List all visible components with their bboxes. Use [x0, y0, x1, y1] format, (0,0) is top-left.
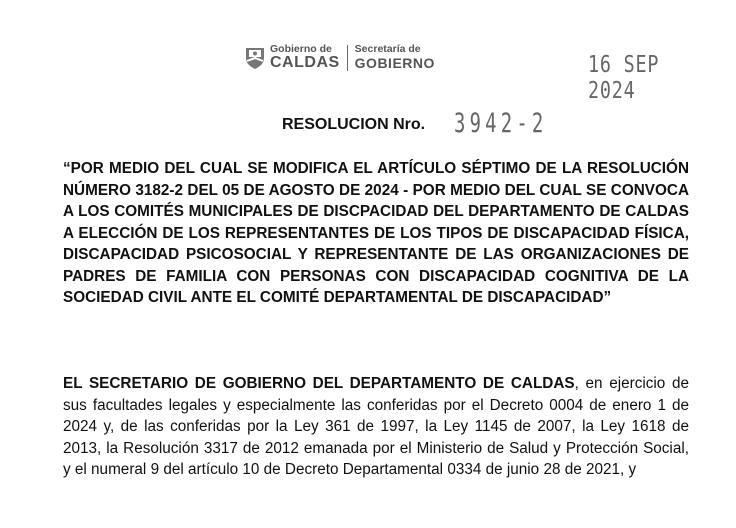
body-lead: EL SECRETARIO DE GOBIERNO DEL DEPARTAMENTO DE CALDAS [63, 375, 575, 392]
shield-icon [244, 46, 266, 70]
logo-divider [347, 45, 348, 71]
body-text: , en ejercicio de sus facultades legales y especialmente las conferidas por el Decreto 0004 de enero 1 de 2024 y, de las conferidas por la Ley 361 de 1997, la Ley 1145 de 2007, la Ley 1618 de 2013, la Resolución 3317 de 2012 emanada por el Ministerio de Salud y Protección Social, y el numeral 9 del artículo 10 de Decreto Departamental 0334 de junio 28 de 2021, y [63, 375, 689, 478]
logo-text: Gobierno de [270, 43, 332, 55]
resolution-number: 3942-2 [454, 108, 548, 139]
date-stamp: 16 SEP 2024 [588, 52, 660, 104]
resolution-title: “POR MEDIO DEL CUAL SE MODIFICA EL ARTÍCULO SÉPTIMO DE LA RESOLUCIÓN NÚMERO 3182-2 DEL 05 DE AGOSTO DE 2024 - POR MEDIO DEL CUAL SE CONVOCA A LOS COMITÉS MUNICIPALES DE DISCPACIDAD DEL DEPARTAMENTO DE CALDAS A ELECCIÓN DE LOS REPRESENTANTES DE LOS TIPOS DE DISCAPACIDAD FÍSICA, DISCAPACIDAD PSICOSOCIAL Y REPRESENTANTE DE LAS ORGANIZACIONES DE PADRES DE FAMILIA CON PERSONAS CON DISCAPACIDAD COGNITIVA DE LA SOCIEDAD CIVIL ANTE EL COMITÉ DEPARTAMENTAL DE DISCAPACIDAD” [63, 160, 689, 306]
logo-text: GOBIERNO [354, 55, 435, 71]
resolution-label: RESOLUCION Nro. [282, 116, 426, 133]
body-paragraph [63, 373, 689, 481]
logo-text: CALDAS [270, 54, 340, 71]
caldas-logo [244, 44, 435, 71]
logo-text: Secretaría de [354, 43, 421, 55]
